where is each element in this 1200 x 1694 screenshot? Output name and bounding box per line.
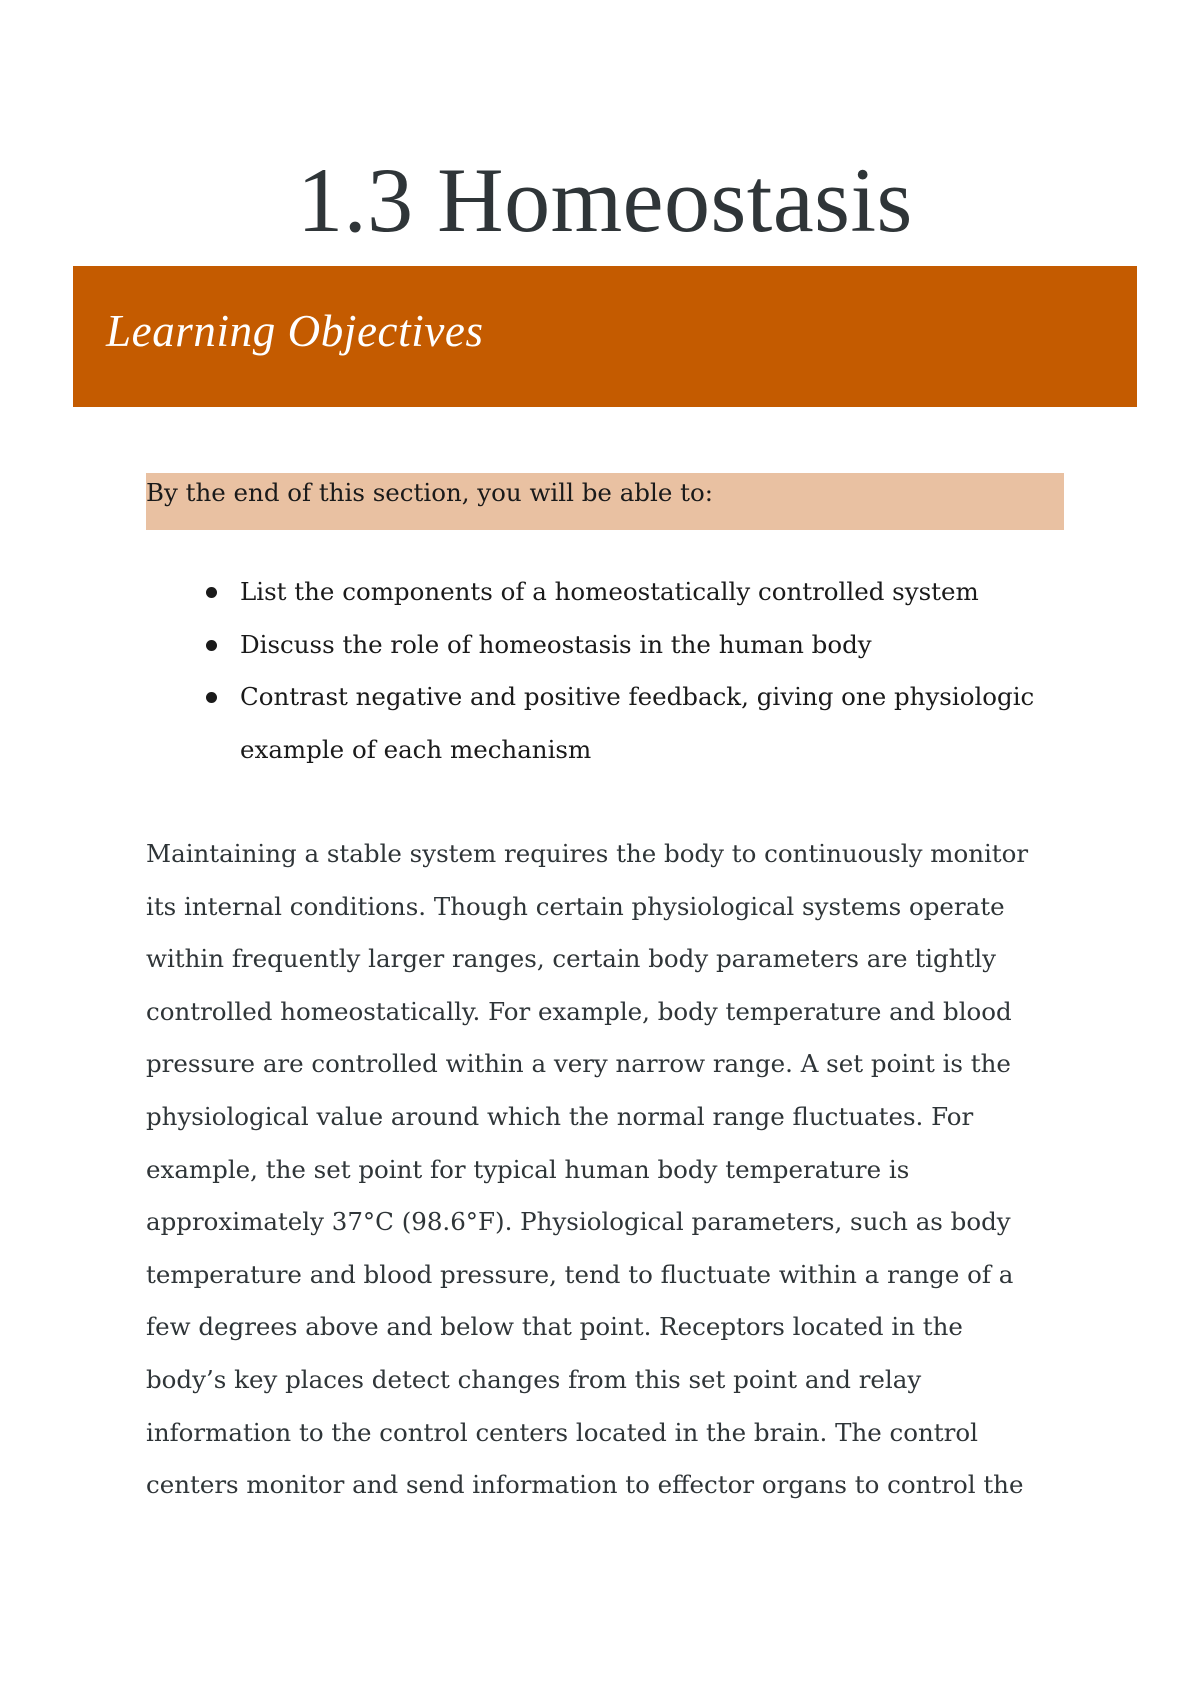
paragraph-line: few degrees above and below that point. Receptors located in the <box>146 1312 963 1342</box>
paragraph-line: controlled homeostatically. For example, body temperature and blood <box>146 996 1012 1026</box>
paragraph-line: example, the set point for typical human body temperature is <box>146 1154 910 1184</box>
bullet-icon <box>206 587 217 598</box>
objective-item <box>240 566 1080 619</box>
learning-objectives-heading: Learning Objectives <box>106 306 484 356</box>
objectives-intro-highlight <box>146 473 1064 530</box>
paragraph-line: within frequently larger ranges, certain body parameters are tightly <box>146 944 996 974</box>
paragraph-line: pressure are controlled within a very narrow range. A set point is the <box>146 1049 1011 1079</box>
paragraph-line: body’s key places detect changes from this set point and relay <box>146 1364 922 1394</box>
paragraph-line: physiological value around which the normal range fluctuates. For <box>146 1101 974 1131</box>
learning-objectives-banner <box>73 266 1137 407</box>
paragraph-line: Maintaining a stable system requires the body to continuously monitor <box>146 839 1029 868</box>
paragraph-line: temperature and blood pressure, tend to fluctuate within a range of a <box>146 1259 1014 1289</box>
objective-text: Contrast negative and positive feedback, giving one physiologic <box>240 682 1035 711</box>
objective-text: Discuss the role of homeostasis in the human body <box>240 629 872 659</box>
objective-item <box>240 671 1080 776</box>
paragraph-line: information to the control centers located in the brain. The control <box>146 1417 978 1447</box>
objectives-list <box>240 566 1080 776</box>
bullet-icon <box>206 640 217 651</box>
paragraph-line: centers monitor and send information to effector organs to control the <box>146 1470 1024 1500</box>
objectives-intro-text: By the end of this section, you will be able to: <box>146 478 713 507</box>
objective-item <box>240 619 1080 672</box>
objective-text: List the components of a homeostatically controlled system <box>240 577 979 606</box>
body-paragraph <box>146 828 1086 1512</box>
objective-text-continued: example of each mechanism <box>240 734 592 764</box>
paragraph-line: its internal conditions. Though certain physiological systems operate <box>146 891 1005 921</box>
paragraph-line: approximately 37°C (98.6°F). Physiological parameters, such as body <box>146 1207 1011 1237</box>
bullet-icon <box>206 692 217 703</box>
page-title: 1.3 Homeostasis <box>297 149 913 251</box>
